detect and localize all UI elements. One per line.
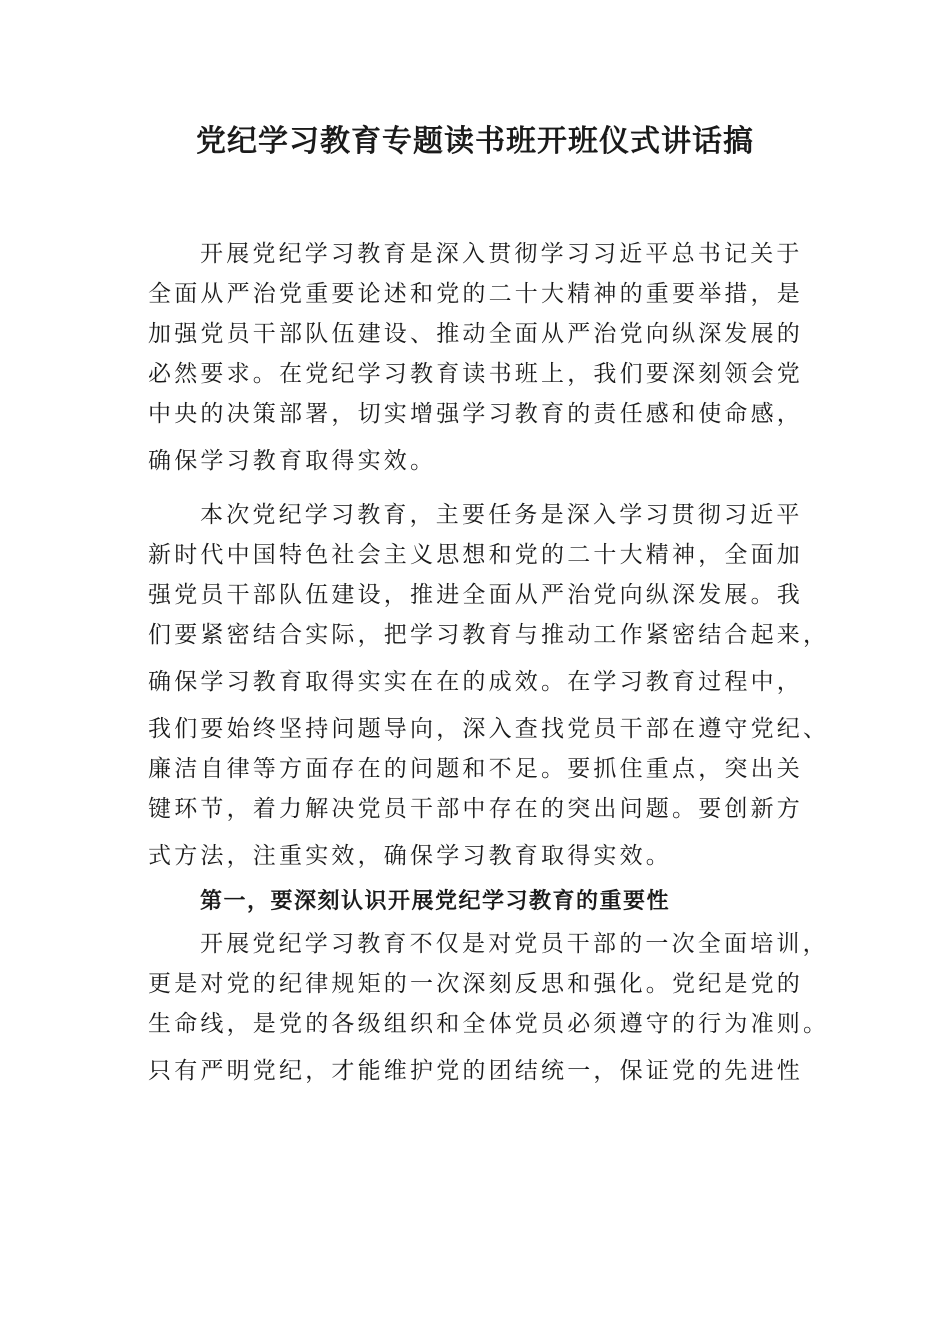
text-line: 新时代中国特色社会主义思想和党的二十大精神，全面加 (148, 542, 803, 568)
text-line: 开展党纪学习教育不仅是对党员干部的一次全面培训， (200, 931, 829, 957)
text-line: 更是对党的纪律规矩的一次深刻反思和强化。党纪是党的 (148, 971, 803, 997)
text-line: 们要紧密结合实际，把学习教育与推动工作紧密结合起来， (148, 622, 830, 648)
document-body (148, 234, 828, 1091)
text-line: 强党员干部队伍建设，推进全面从严治党向纵深发展。我 (148, 582, 803, 608)
text-line: 必然要求。在党纪学习教育读书班上，我们要深刻领会党 (148, 361, 803, 387)
paragraph-2 (148, 495, 828, 876)
paragraph-3 (148, 924, 828, 1091)
text-line: 键环节，着力解决党员干部中存在的突出问题。要创新方 (148, 796, 803, 822)
text-line: 廉洁自律等方面存在的问题和不足。要抓住重点，突出关 (148, 756, 803, 782)
section-heading-text: 第一，要深刻认识开展党纪学习教育的重要性 (200, 889, 671, 914)
text-line: 本次党纪学习教育，主要任务是深入学习贯彻习近平 (200, 502, 803, 528)
text-line: 我们要始终坚持问题导向，深入查找党员干部在遵守党纪、 (148, 716, 830, 742)
text-line: 只有严明党纪，才能维护党的团结统一，保证党的先进性 (148, 1058, 803, 1084)
section-heading (148, 882, 828, 922)
text-line: 生命线，是党的各级组织和全体党员必须遵守的行为准则。 (148, 1011, 830, 1037)
text-line: 全面从严治党重要论述和党的二十大精神的重要举措，是 (148, 281, 803, 307)
text-line: 确保学习教育取得实效。 (148, 448, 437, 474)
paragraph-1 (148, 234, 828, 481)
text-line: 加强党员干部队伍建设、推动全面从严治党向纵深发展的 (148, 321, 803, 347)
text-line: 开展党纪学习教育是深入贯彻学习习近平总书记关于 (200, 241, 803, 267)
text-line: 式方法，注重实效，确保学习教育取得实效。 (148, 843, 672, 869)
text-line: 中央的决策部署，切实增强学习教育的责任感和使命感， (148, 401, 803, 427)
text-line: 确保学习教育取得实实在在的成效。在学习教育过程中， (148, 669, 803, 695)
document-title: 党纪学习教育专题读书班开班仪式讲话搞 (196, 124, 754, 159)
